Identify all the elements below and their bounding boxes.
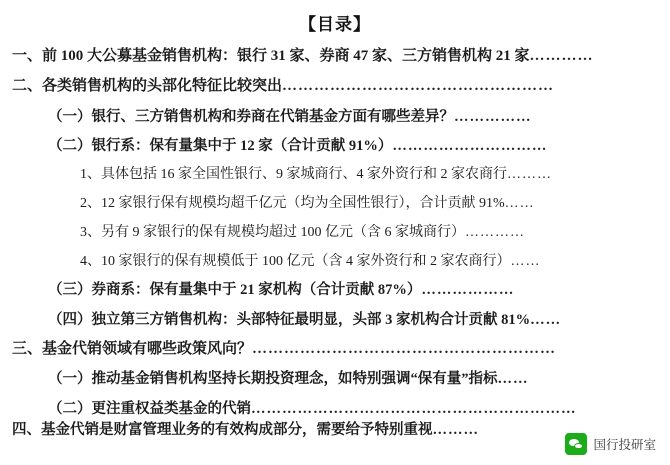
table-of-contents (12, 45, 658, 420)
toc-entry-text: （一）银行、三方销售机构和券商在代销基金方面有哪些差异？ (48, 108, 454, 125)
toc-entry-text: 4、10 家银行的保有规模低于 100 亿元（含 4 家外资行和 2 家农商行） (80, 253, 511, 269)
toc-entry[interactable] (12, 45, 658, 68)
toc-entry-leader: ………………………………………………… (252, 341, 557, 358)
toc-entry-text: 三、基金代销领域有哪些政策风向？ (12, 341, 253, 358)
toc-entry-leader: ……………… (421, 282, 515, 299)
toc-entry[interactable] (12, 338, 658, 361)
page-title: 【目录】 (299, 15, 371, 34)
toc-entry-text: （三）券商系：保有量集中于 21 家机构（合计贡献 87%） (48, 282, 422, 299)
toc-entry[interactable] (12, 418, 479, 439)
page-footer (0, 422, 670, 465)
toc-entry-text: 2、12 家银行保有规模均超千亿元（均为全国性银行），合计贡献 91% (80, 196, 505, 212)
toc-entry-leader: …… (504, 196, 535, 212)
toc-entry-leader: ……… (432, 422, 479, 438)
toc-entry[interactable] (12, 193, 658, 215)
toc-entry-leader: …… (530, 311, 562, 328)
toc-entry-leader: ……………………………………………………… (251, 400, 577, 417)
toc-entry-text: （二）银行系：保有量集中于 12 家（合计贡献 91%） (48, 137, 393, 154)
toc-entry-leader: …………… (454, 108, 532, 125)
toc-entry-leader: ……… (507, 167, 552, 183)
toc-entry-leader: ………………………… (392, 137, 548, 154)
toc-entry[interactable] (12, 368, 658, 390)
toc-entry-text: （二）更注重权益类基金的代销 (48, 400, 251, 417)
toc-entry[interactable] (12, 135, 658, 157)
toc-entry-text: 二、各类销售机构的头部化特征比较突出 (12, 78, 283, 95)
toc-entry-leader: …………………………………………… (282, 78, 555, 95)
toc-entry-text: 1、具体包括 16 家全国性银行、9 家城商行、4 家外资行和 2 家农商行 (80, 167, 507, 183)
toc-entry-leader: …… (510, 253, 541, 269)
toc-entry-leader: ………… (465, 224, 525, 240)
toc-entry-text: 3、另有 9 家银行的保有规模均超过 100 亿元（含 6 家城商行） (80, 224, 465, 240)
toc-entry-leader: …… (497, 371, 529, 388)
toc-entry-text: 四、基金代销是财富管理业务的有效构成部分，需要给予特别重视 (12, 422, 433, 438)
watermark-label: 国行投研室 (593, 438, 656, 452)
toc-entry[interactable] (12, 164, 658, 186)
toc-entry-text: （四）独立第三方销售机构：头部特征最明显，头部 3 家机构合计贡献 81% (48, 311, 531, 328)
toc-entry-text: 一、前 100 大公募基金销售机构：银行 31 家、券商 47 家、三方销售机构 21 家 (12, 48, 530, 64)
watermark (561, 431, 660, 457)
wechat-icon (565, 433, 587, 455)
toc-entry[interactable] (12, 309, 658, 331)
toc-entry[interactable] (12, 106, 658, 128)
toc-entry[interactable] (12, 279, 658, 301)
toc-entry[interactable] (12, 222, 658, 244)
toc-entry[interactable] (12, 251, 658, 273)
toc-entry[interactable] (12, 398, 658, 420)
toc-entry-leader: ………… (529, 48, 594, 64)
toc-entry-text: （一）推动基金销售机构坚持长期投资理念，如特别强调“保有量”指标 (48, 371, 498, 388)
toc-entry[interactable] (12, 75, 658, 98)
